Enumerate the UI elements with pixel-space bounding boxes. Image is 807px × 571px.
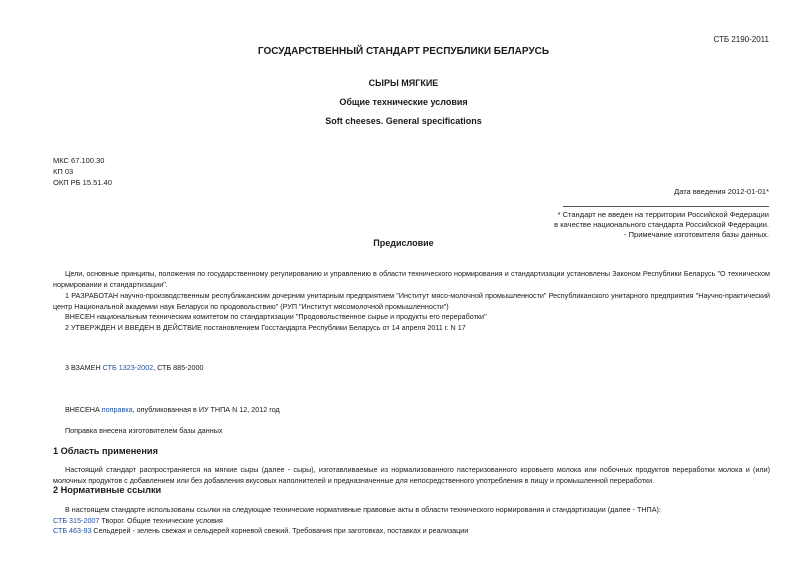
section-1-title: 1 Область применения: [53, 446, 158, 456]
reference-1-link[interactable]: СТБ 315-2007: [53, 516, 100, 525]
replaces-suffix: , СТБ 885-2000: [153, 363, 204, 372]
amendment-link[interactable]: поправка: [101, 405, 133, 414]
reference-1-text: Творог. Общие технические условия: [99, 516, 223, 525]
replaces-label: 3 ВЗАМЕН: [65, 363, 101, 372]
section-2-title: 2 Нормативные ссылки: [53, 485, 162, 495]
okp-code: ОКП РБ 15.51.40: [53, 178, 112, 187]
reference-2-link[interactable]: СТБ 463-93: [53, 526, 92, 535]
amendment-label: ВНЕСЕНА: [65, 405, 100, 414]
section-1-text: Настоящий стандарт распространяется на мягкие сыры (далее - сыры), изготавливаемые из нормализованного пастеризованного коровьего молока или побочных продуктов переработки молока и (или) молочных продуктов с добавлением или без добавления вкусовых наполнителей и предназначенные для непосредственного употребления в пищу и промышленной переработки.: [53, 465, 770, 485]
document-code: СТБ 2190-2011: [713, 35, 769, 44]
document-subtitle: Общие технические условия: [339, 97, 468, 107]
foreword-paragraph-4: 2 УТВЕРЖДЕН И ВВЕДЕН В ДЕЙСТВИЕ постановлением Госстандарта Республики Беларусь от 14 апреля 2011 г. N 17: [65, 323, 466, 332]
reference-2-text: Сельдерей - зелень свежая и сельдерей корневой свежий. Требования при заготовках, поставках и реализации: [91, 526, 469, 535]
replaced-standard-link[interactable]: СТБ 1323-2002: [102, 363, 154, 372]
introduction-date: Дата введения 2012-01-01*: [674, 187, 769, 196]
foreword-paragraph-3: ВНЕСЕН национальным техническим комитетом по стандартизации "Продовольственное сырье и продукты его переработки": [65, 312, 487, 321]
foreword-title: Предисловие: [373, 238, 434, 248]
reference-2: [53, 526, 770, 537]
footnote-line-1: * Стандарт не введен на территории Российской Федерации: [557, 210, 769, 219]
document-title-en: Soft cheeses. General specifications: [325, 116, 482, 126]
section-2-text: В настоящем стандарте использованы ссылки на следующие технические нормативные правовые акты в области технического нормирования и стандартизации (далее - ТНПА):: [65, 505, 661, 514]
amendment-suffix: , опубликованная в ИУ ТНПА N 12, 2012 год: [132, 405, 280, 414]
foreword-paragraph-5: [53, 363, 770, 374]
foreword-paragraph-1: Цели, основные принципы, положения по государственному регулированию и управлению в области технического нормирования и стандартизации установлены Законом Республики Беларусь "О техническом нормировании и стандартизации".: [53, 269, 770, 289]
footnote-divider: [563, 206, 769, 207]
mks-code: МКС 67.100.30: [53, 156, 105, 165]
foreword-paragraph-6: [53, 405, 770, 416]
foreword-paragraph-2: 1 РАЗРАБОТАН научно-производственным республиканским дочерним унитарным предприятием "Институт мясо-молочной промышленности" Республиканского унитарного предприятия "Научно-практический центр Национальной академии наук Беларуси по продовольствию" (РУП "Институт мясомолочной промышленности"): [53, 291, 770, 311]
document-title: СЫРЫ МЯГКИЕ: [368, 78, 439, 88]
state-title: ГОСУДАРСТВЕННЫЙ СТАНДАРТ РЕСПУБЛИКИ БЕЛАРУСЬ: [257, 46, 550, 57]
footnote-line-2: в качестве национального стандарта Российской Федерации.: [554, 220, 769, 229]
kp-code: КП 03: [53, 167, 74, 176]
footnote-line-3: - Примечание изготовителя базы данных.: [624, 230, 769, 239]
foreword-paragraph-7: Поправка внесена изготовителем базы данных: [65, 426, 223, 435]
reference-1: [53, 516, 770, 527]
